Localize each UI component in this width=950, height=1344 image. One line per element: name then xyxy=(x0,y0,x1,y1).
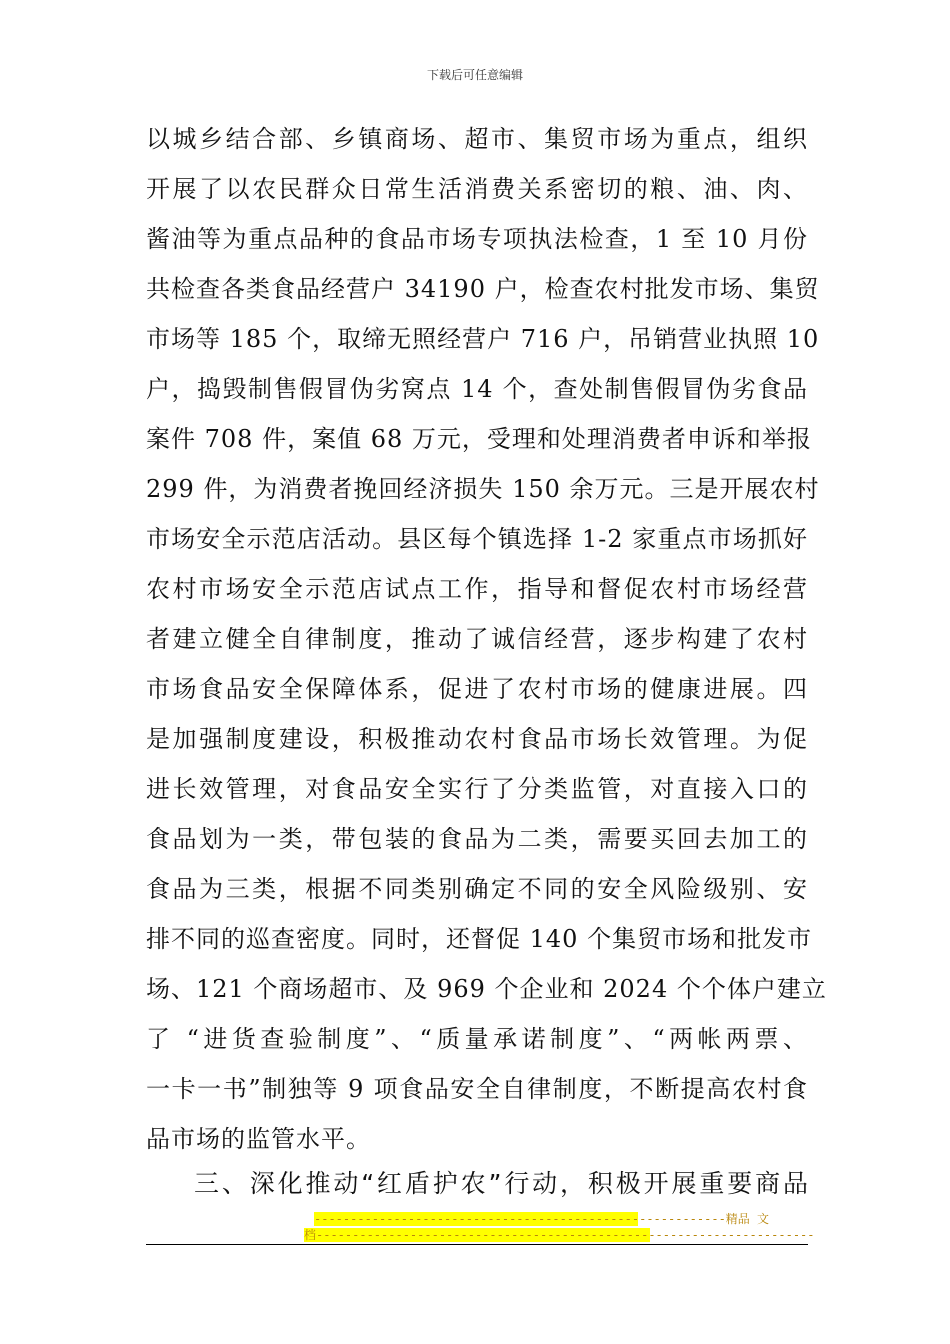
footer-watermark-line-1: ---------------------------------------------------------精品 文 xyxy=(314,1212,770,1226)
body-line: 市场食品安全保障体系，促进了农村市场的健康进展。四 xyxy=(146,675,808,703)
body-line: 案件 708 件，案值 68 万元，受理和处理消费者申诉和举报 xyxy=(146,425,812,453)
footer-divider xyxy=(146,1244,808,1245)
body-line: 进长效管理，对食品安全实行了分类监管，对直接入口的 xyxy=(146,775,808,803)
body-line: 农村市场安全示范店试点工作，指导和督促农村市场经营 xyxy=(146,575,808,603)
body-line: 一卡一书”制独等 9 项食品安全自律制度，不断提高农村食 xyxy=(146,1075,808,1103)
body-line: 品市场的监管水平。 xyxy=(146,1125,371,1153)
body-line: 开展了以农民群众日常生活消费关系密切的粮、油、肉、 xyxy=(146,175,808,203)
section-heading: 三、深化推动“红盾护农”行动，积极开展重要商品 xyxy=(194,1169,808,1198)
body-line: 共检查各类食品经营户 34190 户，检查农村批发市场、集贸 xyxy=(146,275,820,303)
body-line: 299 件，为消费者挽回经济损失 150 余万元。三是开展农村 xyxy=(146,475,820,503)
body-line: 食品为三类，根据不同类别确定不同的安全风险级别、安 xyxy=(146,875,808,903)
body-line: 了 “进货查验制度”、“质量承诺制度”、“两帐两票、 xyxy=(146,1025,808,1053)
page-header-note: 下载后可任意编辑 xyxy=(426,68,523,82)
body-line: 市场安全示范店活动。县区每个镇选择 1-2 家重点市场抓好 xyxy=(146,525,808,553)
body-line: 食品划为一类，带包装的食品为二类，需要买回去加工的 xyxy=(146,825,808,853)
body-line: 者建立健全自律制度，推动了诚信经营，逐步构建了农村 xyxy=(146,625,808,653)
body-line: 排不同的巡查密度。同时，还督促 140 个集贸市场和批发市 xyxy=(146,925,813,953)
footer-watermark-line-2: 档--------------------------------------------------------------------- xyxy=(304,1228,815,1242)
body-line: 场、121 个商场超市、及 969 个企业和 2024 个个体户建立 xyxy=(146,975,827,1003)
body-line: 以城乡结合部、乡镇商场、超市、集贸市场为重点，组织 xyxy=(146,125,808,153)
body-line: 户，捣毁制售假冒伪劣窝点 14 个，查处制售假冒伪劣食品 xyxy=(146,375,808,403)
body-line: 市场等 185 个，取缔无照经营户 716 户，吊销营业执照 10 xyxy=(146,325,820,353)
body-line: 是加强制度建设，积极推动农村食品市场长效管理。为促 xyxy=(146,725,808,753)
body-line: 酱油等为重点品种的食品市场专项执法检查，1 至 10 月份 xyxy=(146,225,808,253)
